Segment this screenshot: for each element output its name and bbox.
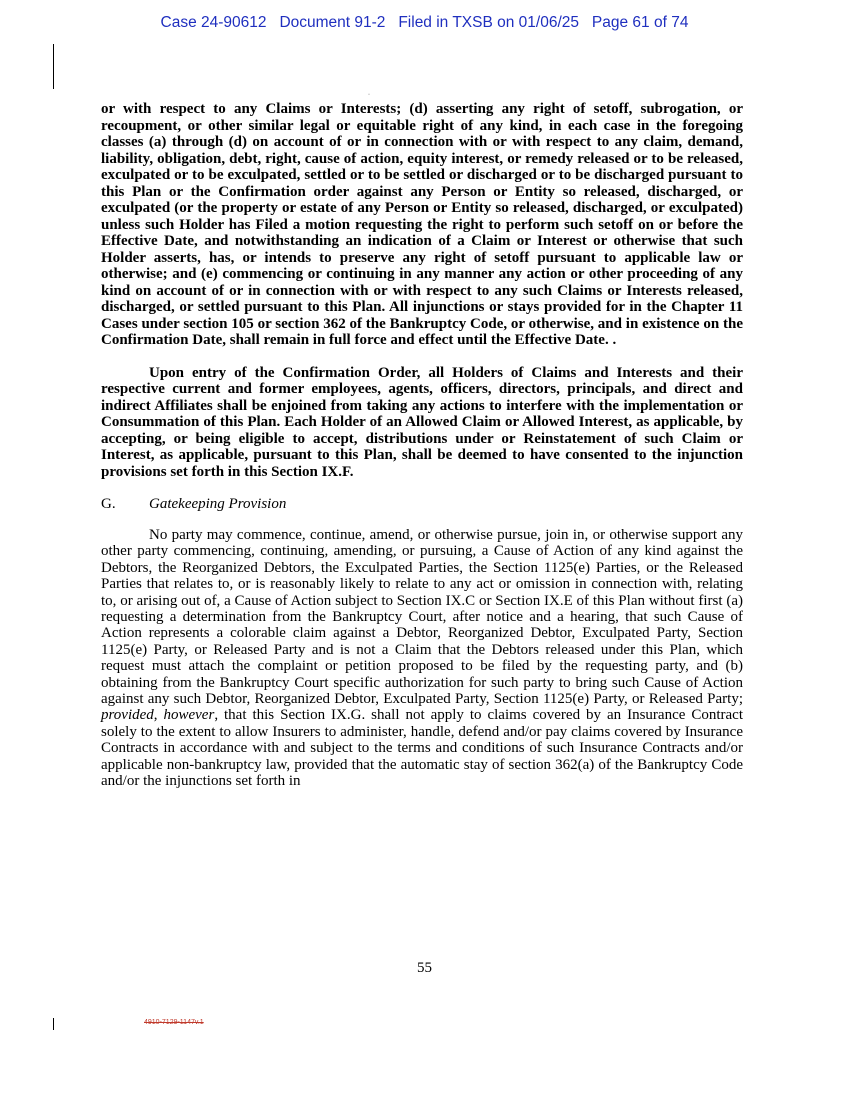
dot-mark: · xyxy=(368,92,370,98)
page-number: 55 xyxy=(417,960,432,976)
comma-separator: , xyxy=(153,707,164,724)
gatekeeping-text-1: No party may commence, continue, amend, or otherwise pursue, join in, or otherwise support any other party commencing, continuing, amending, or pursuing, a Cause of Action of any kind against the Debtors, the Reorganized Debtors, the Exculpated Parties, the Section 1125(e) Parties, or the Released Parties that relates to, or is reasonably likely to relate to any act or omission in connection with, relating to, or arising out of, a Cause of Action subject to Section IX.C or Section IX.E of this Plan without first (a) requesting a determination from the Bankruptcy Court, after notice and a hearing, that such Cause of Action represents a colorable claim against a Debtor, Reorganized Debtor, Exculpated Party, Section 1125(e) Party, or Released Party and is not a Claim that the Debtors released under this Plan, which request must attach the complaint or petition proposed to be filed by the requesting party, and (b) obtaining from the Bankruptcy Court specific authorization for such party to bring such Cause of Action against any such Debtor, Reorganized Debtor, Exculpated Party, Section 1125(e) Party, or Released Party; xyxy=(101,527,743,708)
section-letter: G. xyxy=(101,496,116,512)
case-header: Case 24-90612 Document 91-2 Filed in TXSB on 01/06/25 Page 61 of 74 xyxy=(160,14,689,31)
gatekeeping-paragraph xyxy=(101,527,743,790)
change-bar xyxy=(53,44,54,89)
change-bar xyxy=(53,1018,54,1030)
section-heading xyxy=(101,495,743,513)
section-title: Gatekeeping Provision xyxy=(149,496,287,512)
document-id: 4910-7129-1147v.1 xyxy=(144,1019,204,1026)
injunction-paragraph: or with respect to any Claims or Interests; (d) asserting any right of setoff, subrogation, or recoupment, or other similar legal or equitable right of any kind, in each case in the foregoing classes (a) through (d) on account of or in connection with or with respect to any claim, demand, liability, obligation, debt, right, cause of action, equity interest, or remedy released or to be released, exculpated or to be exculpated, settled or to be settled or discharged or to be discharged pursuant to this Plan or the Confirmation order against any Person or Entity so released, discharged, or exculpated (or the property or estate of any Person or Entity so released, discharged, or exculpated) unless such Holder has Filed a motion requesting the right to perform such setoff on or before the Effective Date, and notwithstanding an indication of a Claim or Interest or otherwise that such Holder asserts, has, or intends to preserve any right of setoff pursuant to applicable law or otherwise; and (e) commencing or continuing in any manner any action or other proceeding of any kind on account of or in connection with or with respect to any such Claims or Interests released, discharged, or settled pursuant to this Plan. All injunctions or stays provided for in the Chapter 11 Cases under section 105 or section 362 of the Bankruptcy Code, or otherwise, and in existence on the Confirmation Date, shall remain in full force and effect until the Effective Date. . xyxy=(101,101,743,348)
however-term: however xyxy=(163,707,215,724)
provided-term: provided xyxy=(101,707,154,724)
confirmation-order-paragraph: Upon entry of the Confirmation Order, all Holders of Claims and Interests and their respective current and former employees, agents, officers, directors, principals, and direct and indirect Affiliates shall be enjoined from taking any actions to interfere with the implementation or Consummation of this Plan. Each Holder of an Allowed Claim or Allowed Interest, as applicable, by accepting, or being eligible to accept, distributions under or Reinstatement of such Claim or Interest, as applicable, pursuant to this Plan, shall be deemed to have consented to the injunction provisions set forth in this Section IX.F. xyxy=(101,364,743,480)
document-body xyxy=(101,101,743,790)
gatekeeping-text-2: , that this Section IX.G. shall not apply to claims covered by an Insurance Contract solely to the extent to allow Insurers to administer, handle, defend and/or pay claims covered by Insurance Contracts in accordance with and subject to the terms and conditions of such Insurance Contracts and/or applicable non-bankruptcy law, provided that the automatic stay of section 362(a) of the Bankruptcy Code and/or the injunctions set forth in xyxy=(101,707,744,790)
